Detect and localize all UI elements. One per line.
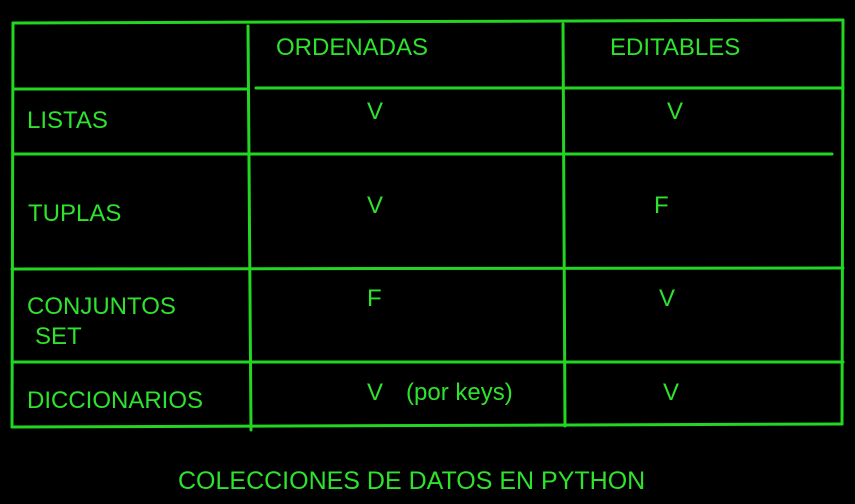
row-label-listas: LISTAS xyxy=(27,107,108,134)
cell-diccionarios-editables: V xyxy=(663,379,680,406)
grid-line-col-2 xyxy=(563,24,565,426)
cell-diccionarios-ordenadas-note: (por keys) xyxy=(406,379,513,406)
row-label-diccionarios: DICCIONARIOS xyxy=(27,387,204,414)
header-editables: EDITABLES xyxy=(610,34,741,61)
diagram-caption: COLECCIONES DE DATOS EN PYTHON xyxy=(178,467,646,495)
row-label-tuplas: TUPLAS xyxy=(28,200,122,227)
grid-line-left xyxy=(12,23,13,427)
grid-line-row-2 xyxy=(12,268,843,269)
grid-line-col-1 xyxy=(248,26,251,430)
cell-conjuntos-editables: V xyxy=(659,285,676,312)
cell-tuplas-ordenadas: V xyxy=(367,192,384,219)
cell-conjuntos-ordenadas: F xyxy=(367,285,382,312)
header-ordenadas: ORDENADAS xyxy=(276,34,429,61)
cell-tuplas-editables: F xyxy=(654,192,669,219)
grid-line-bottom xyxy=(12,424,842,427)
cell-listas-ordenadas: V xyxy=(367,98,384,125)
cell-listas-editables: V xyxy=(667,98,684,125)
cell-diccionarios-ordenadas: V xyxy=(367,379,384,406)
row-label-set: SET xyxy=(35,323,82,350)
row-label-conjuntos: CONJUNTOS xyxy=(27,293,176,320)
grid-line-top xyxy=(13,20,843,23)
